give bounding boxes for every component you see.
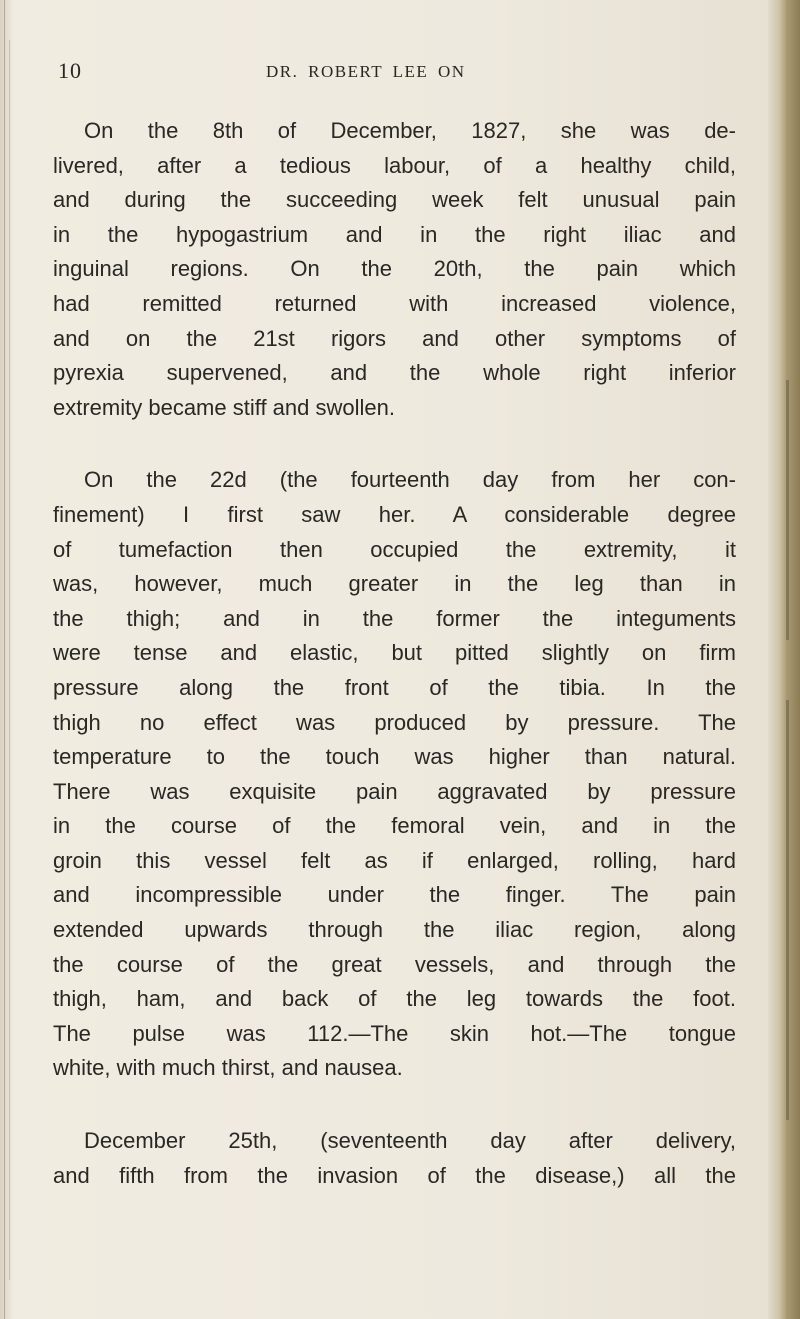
text-line: temperature to the touch was higher than natural. (53, 744, 736, 770)
text-line: pressure along the front of the tibia. In the (53, 674, 736, 700)
text-line: extended upwards through the iliac region, along (53, 917, 736, 943)
text-line: the course of the great vessels, and through the (53, 951, 736, 977)
text-line: in the hypogastrium and in the right iliac and (53, 221, 736, 247)
text-line: and on the 21st rigors and other symptoms of (53, 325, 736, 351)
paragraph (53, 463, 736, 1086)
paragraph (53, 114, 736, 425)
text-line: On the 8th of December, 1827, she was de- (84, 118, 736, 143)
text-line: had remitted returned with increased violence, (53, 290, 736, 316)
text-line: December 25th, (seventeenth day after delivery, (84, 1128, 736, 1154)
text-line: pyrexia supervened, and the whole right inferior (53, 360, 736, 386)
page-header (58, 58, 758, 88)
text-line: the thigh; and in the former the integuments (53, 605, 736, 631)
text-line: and incompressible under the finger. The pain (53, 882, 736, 908)
text-line: white, with much thirst, and nausea. (53, 1055, 403, 1081)
text-line: and fifth from the invasion of the disease,) all the (53, 1162, 736, 1188)
text-line: finement) I first saw her. A considerable degree (53, 501, 736, 527)
text-line: There was exquisite pain aggravated by pressure (53, 778, 736, 804)
text-line: was, however, much greater in the leg than in (53, 571, 736, 597)
text-line: were tense and elastic, but pitted slightly on firm (53, 640, 736, 666)
text-line: extremity became stiff and swollen. (53, 394, 395, 420)
page-fore-edge (768, 0, 800, 1319)
text-line: of tumefaction then occupied the extremity, it (53, 536, 736, 562)
text-line: groin this vessel felt as if enlarged, rolling, hard (53, 847, 736, 873)
text-line: thigh no effect was produced by pressure. The (53, 709, 736, 735)
page-number: 10 (58, 58, 82, 83)
paragraph (53, 1124, 736, 1193)
text-line: On the 22d (the fourteenth day from her con- (84, 467, 736, 493)
text-line: inguinal regions. On the 20th, the pain which (53, 256, 736, 282)
text-line: and during the succeeding week felt unusual pain (53, 187, 736, 213)
page-gutter-edge (0, 0, 14, 1319)
text-line: in the course of the femoral vein, and in the (53, 813, 736, 839)
text-line: The pulse was 112.—The skin hot.—The tongue (53, 1020, 736, 1046)
text-line: livered, after a tedious labour, of a healthy child, (53, 152, 736, 178)
body-text (53, 114, 736, 1193)
text-line: thigh, ham, and back of the leg towards the foot. (53, 986, 736, 1012)
running-head: DR. ROBERT LEE ON (266, 62, 466, 81)
